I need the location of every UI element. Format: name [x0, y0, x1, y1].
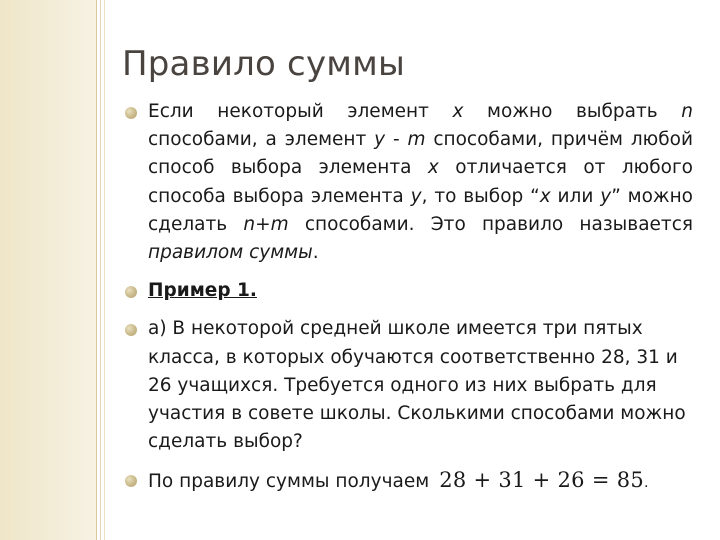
bullet-icon	[125, 286, 137, 298]
bullet-icon	[125, 324, 137, 336]
slide-content	[125, 98, 693, 508]
bullet-example-label	[125, 277, 693, 305]
example-heading: Пример 1.	[148, 280, 257, 302]
slide-title: Правило суммы	[122, 44, 406, 84]
decorative-side-panel	[0, 0, 96, 540]
bullet-rule-definition: Если некоторый элемент x можно выбрать n способами, а элемент y - m способами, причём любой способ выбора элемента x отличается от любого способа выбора элемента y, то выбор “x или y” можно сделать n+m способами. Это правило называется правилом суммы.	[125, 98, 693, 267]
term-rule-of-sum: правилом суммы	[148, 242, 313, 264]
bullet-icon	[125, 475, 137, 487]
bullet-example-problem	[125, 315, 693, 456]
problem-text: а) В некоторой средней школе имеется три пятых класса, в которых обучаются соответственно 28, 31 и 26 учащихся. Требуется одного из них выбрать для участия в совете школы. Сколькими способами можно сделать выбор?	[148, 318, 686, 453]
decorative-line	[96, 0, 97, 540]
decorative-line	[104, 0, 105, 540]
solution-text: По правилу суммы получаем	[148, 471, 430, 493]
decorative-line	[100, 0, 101, 540]
formula-period: .	[644, 475, 649, 492]
bullet-icon	[125, 107, 137, 119]
sum-formula: 28 + 31 + 26 = 85	[439, 468, 645, 493]
bullet-solution	[125, 466, 693, 497]
